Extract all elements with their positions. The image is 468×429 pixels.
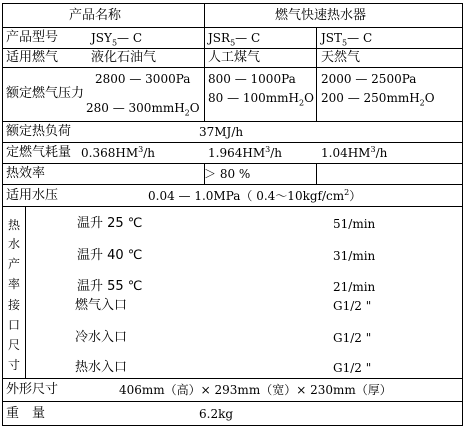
pressure-manufactured-mmh2o: 80 — 100mmH$_2$O <box>208 91 314 108</box>
port-value-cold-water: G1/2 " <box>333 331 372 345</box>
weight-value: 6.2kg <box>199 407 234 421</box>
rate-label-25: 温升 25 ℃ <box>77 216 143 231</box>
rate-value-40: 31/min <box>333 249 376 263</box>
efficiency-value: ＞ 80 % <box>204 167 251 181</box>
gas-type-natural: 天然气 <box>321 50 361 65</box>
pressure-manufactured-pa: 800 — 1000Pa <box>208 72 296 86</box>
side-label-char: 产 <box>7 257 20 271</box>
gas-type-label: 适用燃气 <box>6 50 59 65</box>
port-label-gas: 燃气入口 <box>75 298 128 313</box>
efficiency-label: 热效率 <box>6 166 46 181</box>
rate-value-25: 51/min <box>333 217 376 231</box>
gas-consumption-manufactured: $1.964HM^3/h$ <box>208 145 282 160</box>
model-label: 产品型号 <box>6 30 59 45</box>
pressure-natural-pa: 2000 — 2500Pa <box>321 72 417 86</box>
rate-label-55: 温升 55 ℃ <box>77 279 143 294</box>
gas-consumption-lpg: $0.368HM^3/h$ <box>81 145 155 160</box>
gas-consumption-label: 定燃气耗量 <box>6 145 72 160</box>
port-label-hot-water: 热水入口 <box>75 360 128 375</box>
port-value-hot-water: G1/2 " <box>333 361 372 375</box>
dimensions-label: 外形尺寸 <box>6 382 59 397</box>
pressure-lpg-mmh2o: 280 — 300mmH$_2$O <box>86 101 200 118</box>
weight-label: 重 量 <box>6 406 46 421</box>
side-label-char: 接 <box>7 298 20 312</box>
side-label-char: 尺 <box>7 338 20 352</box>
side-label-char: 率 <box>7 277 20 291</box>
gas-type-lpg: 液化石油气 <box>91 50 157 65</box>
rate-label-40: 温升 40 ℃ <box>77 248 143 263</box>
pressure-lpg-pa: 2800 — 3000Pa <box>95 72 191 86</box>
product-name-label: 产品名称 <box>69 8 122 23</box>
port-value-gas: G1/2 " <box>333 299 372 313</box>
port-label-cold-water: 冷水入口 <box>75 330 128 345</box>
product-name-value: 燃气快速热水器 <box>275 8 367 23</box>
gas-consumption-natural: $1.04HM^3/h$ <box>321 145 388 160</box>
gas-type-manufactured: 人工煤气 <box>208 50 261 65</box>
water-pressure-value: 0.04 — 1.0MPa（ $0.4\sim 10kgf/cm^2$） <box>148 188 362 203</box>
model-value-jsy: $JSY_5—$ C <box>91 31 143 48</box>
pressure-label: 额定燃气压力 <box>6 86 85 101</box>
rate-value-55: 21/min <box>333 280 376 294</box>
model-value-jst: $JST_5—$ C <box>321 31 373 48</box>
side-label-char: 热 <box>7 218 20 232</box>
water-pressure-label: 适用水压 <box>6 188 59 203</box>
side-label-char: 口 <box>7 318 20 332</box>
side-label-char: 水 <box>7 237 20 251</box>
dimensions-value: 406mm（高）× 293mm（宽）× 230mm（厚） <box>119 383 392 397</box>
model-value-jsr: $JSR_5—$ C <box>208 31 261 48</box>
side-label-char: 寸 <box>7 358 20 372</box>
heat-load-value: 37MJ/h <box>199 125 244 139</box>
spec-table <box>2 3 463 426</box>
heat-load-label: 额定热负荷 <box>6 124 72 139</box>
pressure-natural-mmh2o: 200 — 250mmH$_2$O <box>321 91 435 108</box>
